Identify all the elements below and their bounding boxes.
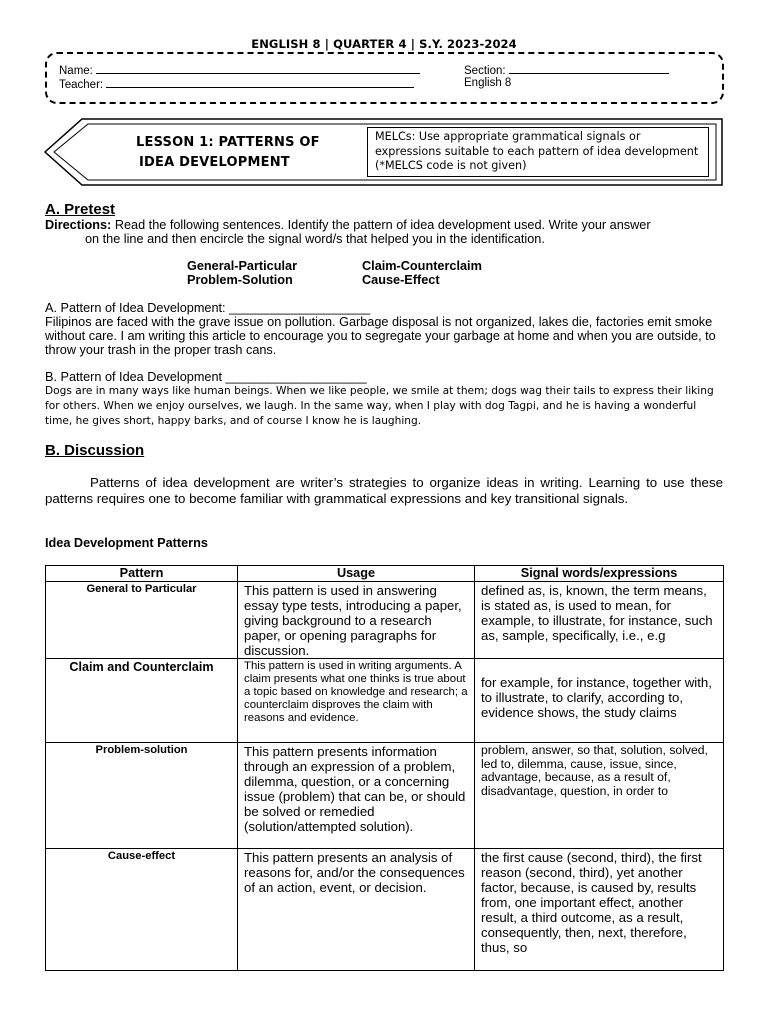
header-subject: ENGLISH 8 [251, 37, 321, 51]
choice-cause-effect: Cause-Effect [362, 273, 440, 287]
pattern-cell: Cause-effect [46, 849, 238, 971]
item-a-text: Filipinos are faced with the grave issue on pollution. Garbage disposal is not organized, lakes die, factories emit smoke without care. I am writing this article to encourage you to segregate your garbage at home and when you are outside, to throw your trash in the proper trash cans. [45, 315, 716, 357]
pattern-cell: Problem-solution [46, 743, 238, 849]
table-header-row [46, 566, 724, 582]
name-blank[interactable] [96, 63, 420, 74]
table-title: Idea Development Patterns [45, 536, 208, 550]
usage-cell: This pattern is used in answering essay type tests, introducing a paper, giving background to a research paper, or opening paragraphs for discussion. [238, 582, 475, 659]
table-row [46, 582, 724, 659]
section-blank[interactable] [509, 63, 669, 74]
melcs-box: MELCs: Use appropriate grammatical signals or expressions suitable to each pattern of idea development (*MELCS code is not given) [367, 127, 709, 177]
pattern-cell: Claim and Counterclaim [46, 659, 238, 743]
choice-general-particular: General-Particular [187, 259, 298, 273]
section-row [464, 63, 669, 77]
teacher-blank[interactable] [106, 77, 414, 88]
choice-problem-solution: Problem-Solution [187, 273, 293, 287]
signals-cell: problem, answer, so that, solution, solved, led to, dilemma, cause, issue, since, advantage, because, as a result of, disadvantage, question, in order to [475, 743, 724, 849]
idea-development-table [45, 565, 724, 971]
item-b-text: Dogs are in many ways like human beings. When we like people, we smile at them; dogs wag their tails to express their liking for others. When we enjoy ourselves, we laugh. In the same way, when I play with dog Tagpi, and he is having a wonderful time, he gives short, happy barks, and of course I know he is laughing. [45, 385, 714, 427]
discussion-paragraph: Patterns of idea development are writer’s strategies to organize ideas in writing. Learning to use these patterns requires one to become familiar with grammatical expressions and key transitional signals. [45, 475, 723, 506]
item-a-label[interactable]: A. Pattern of Idea Development: ____________________ [45, 301, 371, 315]
usage-cell: This pattern presents information through an expression of a problem, dilemma, question, or a concerning issue (problem) that can be, or should be solved or remedied (solution/attempted solution). [238, 743, 475, 849]
directions-text: Read the following sentences. Identify the pattern of idea development used. Write your answer [114, 218, 651, 232]
signals-cell: defined as, is, known, the term means, is stated as, is used to mean, for example, to illustrate, for instance, such as, sample, specifically, i.e., e.g [475, 582, 724, 659]
signals-cell: for example, for instance, together with, to illustrate, to clarify, according to, evidence shows, the study claims [475, 659, 724, 743]
signals-cell: the first cause (second, third), the first reason (second, third), yet another factor, because, is caused by, results from, one important effect, another result, a third outcome, as a result, consequently, then, next, therefore, thus, so [475, 849, 724, 971]
pretest-section [45, 201, 115, 218]
directions-label: Directions: [45, 218, 112, 232]
table-row [46, 743, 724, 849]
column-header-usage: Usage [238, 566, 475, 582]
lesson-title-line1: LESSON 1: PATTERNS OF [136, 135, 320, 150]
lesson-title [136, 133, 320, 173]
subject-value: English 8 [464, 77, 512, 89]
header-separator: | [410, 37, 415, 51]
directions-text-cont: on the line and then encircle the signal word/s that helped you in the identification. [85, 232, 545, 246]
name-label: Name: [59, 65, 93, 77]
discussion-section [45, 442, 144, 459]
header-school-year: S.Y. 2023-2024 [419, 37, 517, 51]
column-header-signals: Signal words/expressions [475, 566, 724, 582]
section-label: Section: [464, 65, 506, 77]
directions [45, 218, 725, 232]
choice-claim-counterclaim: Claim-Counterclaim [362, 259, 482, 273]
pattern-cell: General to Particular [46, 582, 238, 659]
item-b-label[interactable]: B. Pattern of Idea Development ____________________ [45, 370, 367, 384]
header-quarter: QUARTER 4 [333, 37, 407, 51]
teacher-row [59, 77, 414, 91]
table-row [46, 849, 724, 971]
name-row [59, 63, 420, 77]
discussion-heading: B. Discussion [45, 442, 145, 459]
worksheet-header [0, 37, 768, 51]
table-row [46, 659, 724, 743]
teacher-label: Teacher: [59, 79, 104, 91]
pretest-heading: A. Pretest [45, 201, 116, 218]
header-separator: | [324, 37, 329, 51]
column-header-pattern: Pattern [46, 566, 238, 582]
usage-cell: This pattern is used in writing arguments. A claim presents what one thinks is true about a topic based on knowledge and research; a counterclaim disproves the claim with reasons and evidence. [238, 659, 475, 743]
usage-cell: This pattern presents an analysis of reasons for, and/or the consequences of an action, event, or decision. [238, 849, 475, 971]
lesson-title-line2: IDEA DEVELOPMENT [139, 155, 290, 170]
